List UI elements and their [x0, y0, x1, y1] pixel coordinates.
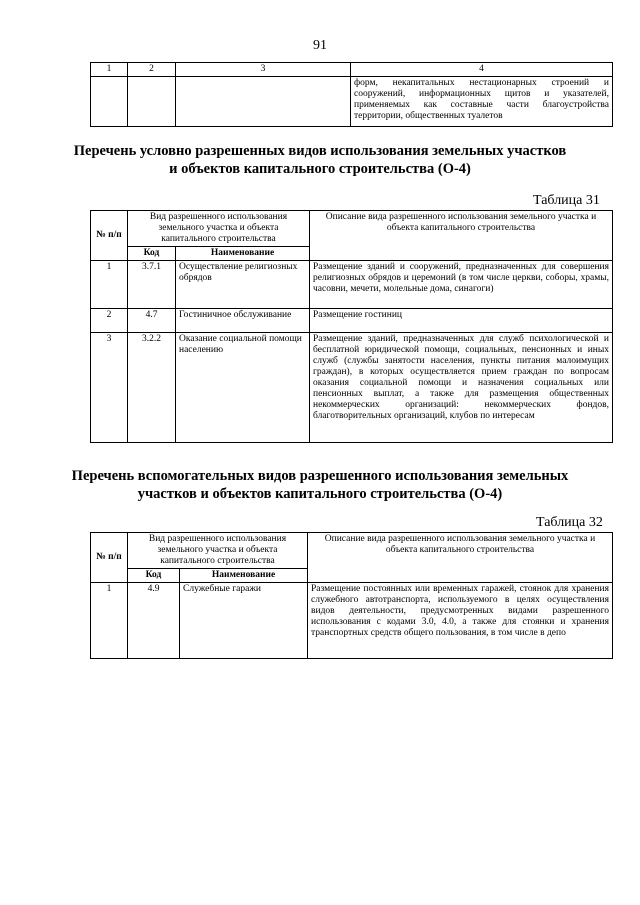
section2-heading: Перечень вспомогательных видов разрешенного использования земельных участков и объектов капитального строительства (О-4) — [71, 468, 569, 502]
row-no: 1 — [91, 583, 128, 659]
row-name: Осуществление религиозных обрядов — [176, 261, 310, 309]
table-32-label: Таблица 32 — [536, 515, 603, 530]
row-name: Гостиничное обслуживание — [176, 309, 310, 333]
table-31-label: Таблица 31 — [533, 193, 600, 208]
col-code-header: Код — [128, 247, 176, 261]
row-no: 3 — [91, 333, 128, 443]
row-code: 3.7.1 — [128, 261, 176, 309]
table-32 — [90, 532, 613, 659]
row-description: форм, некапитальных нестационарных строений и сооружений, информационных щитов и указателей, применяемых как составные части благоустройства территории, общественных туалетов — [351, 77, 613, 127]
section1-heading: Перечень условно разрешенных видов использования земельных участков и объектов капитального строительства (О-4) — [73, 143, 567, 177]
col-name-header: Наименование — [180, 569, 308, 583]
header-row — [91, 63, 613, 77]
col-type-header: Вид разрешенного использования земельного участка и объекта капитального строительства — [128, 533, 308, 569]
table-row — [91, 583, 613, 659]
col-no-header: № п/п — [91, 533, 128, 583]
row-no: 1 — [91, 261, 128, 309]
page-number: 91 — [313, 38, 327, 53]
row-desc: Размещение зданий, предназначенных для служб психологической и бесплатной юридической помощи, социальных, пенсионных и иных служб (службы занятости населения, пункты питания малоимущих граждан), в которых осуществляется прием граждан по вопросам оказания социальной помощи и назначения социальных или пенсионных выплат, а также для размещения общественных некоммерческих организаций: некоммерческих фондов, благотворительных организаций, клубов по интересам — [310, 333, 613, 443]
col-desc-header: Описание вида разрешенного использования земельного участка и объекта капитального строительства — [310, 211, 613, 261]
row-desc: Размещение гостиниц — [310, 309, 613, 333]
col-2-header: 2 — [128, 63, 176, 77]
row-code: 4.9 — [128, 583, 180, 659]
table-row — [91, 77, 613, 127]
row-no: 2 — [91, 309, 128, 333]
continuation-table — [90, 62, 613, 127]
table-31 — [90, 210, 613, 443]
col-3-header: 3 — [176, 63, 351, 77]
col-name-header: Наименование — [176, 247, 310, 261]
row-desc: Размещение зданий и сооружений, предназначенных для совершения религиозных обрядов и церемоний (в том числе церкви, соборы, храмы, часовни, мечети, молельные дома, синагоги) — [310, 261, 613, 309]
row-code: 3.2.2 — [128, 333, 176, 443]
col-no-header: № п/п — [91, 211, 128, 261]
table-row — [91, 309, 613, 333]
row-name: Служебные гаражи — [180, 583, 308, 659]
row-code: 4.7 — [128, 309, 176, 333]
row-name: Оказание социальной помощи населению — [176, 333, 310, 443]
col-1-header: 1 — [91, 63, 128, 77]
col-4-header: 4 — [351, 63, 613, 77]
col-desc-header: Описание вида разрешенного использования земельного участка и объекта капитального строительства — [308, 533, 613, 583]
row-desc: Размещение постоянных или временных гаражей, стоянок для хранения служебного автотранспорта, используемого в целях осуществления видов деятельности, предусмотренных видами разрешенного использования с кодами 3.0, 4.0, а также для стоянки и хранения транспортных средств общего пользования, в том числе в депо — [308, 583, 613, 659]
col-type-header: Вид разрешенного использования земельного участка и объекта капитального строительства — [128, 211, 310, 247]
table-row — [91, 333, 613, 443]
col-code-header: Код — [128, 569, 180, 583]
table-row — [91, 261, 613, 309]
